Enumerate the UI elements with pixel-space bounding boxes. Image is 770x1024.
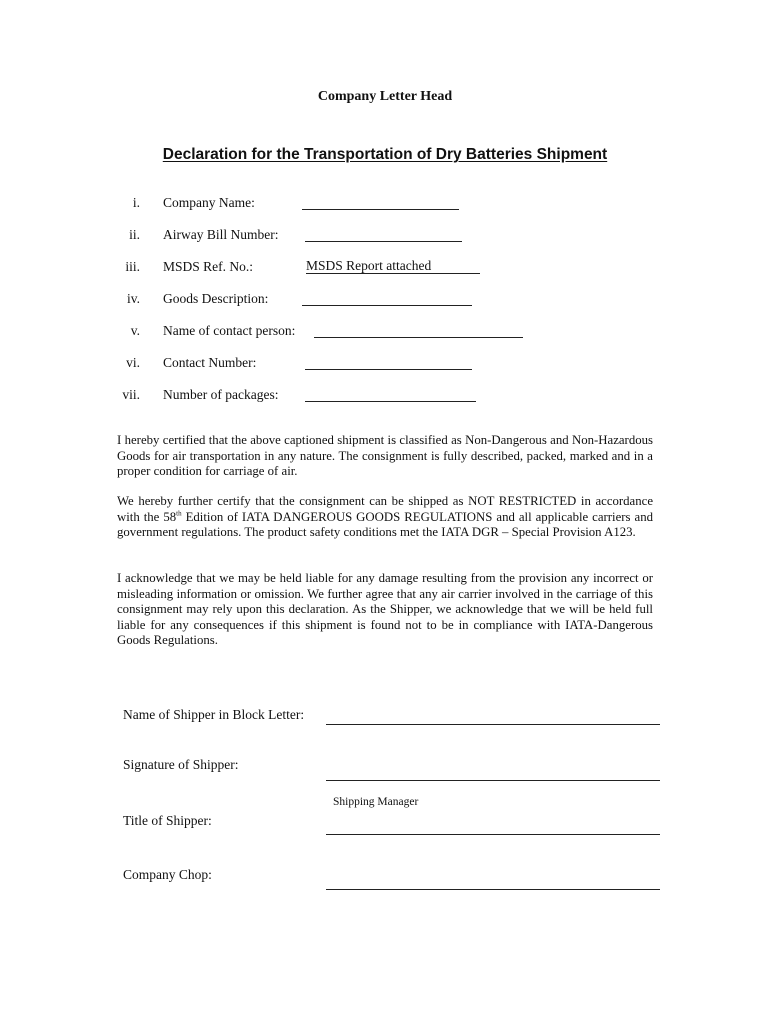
goods-description-blank[interactable] <box>302 305 472 306</box>
shipper-title-line[interactable] <box>326 834 660 835</box>
field-airway-bill <box>0 227 770 247</box>
document-title-text: Declaration for the Transportation of Dry Batteries Shipment <box>162 146 608 163</box>
item-number: vi. <box>126 355 140 370</box>
shipper-name-label: Name of Shipper in Block Letter: <box>123 707 305 722</box>
field-company-name <box>0 195 770 215</box>
item-number: iv. <box>127 291 140 306</box>
field-label: Airway Bill Number: <box>163 227 279 242</box>
classification-paragraph: I hereby certified that the above captioned shipment is classified as Non-Dangerous and Non-Hazardous Goods for air transportation in any nature. The consignment is fully described, packed, marked and in a proper condition for carriage of air. <box>117 433 653 479</box>
field-msds-ref <box>0 259 770 279</box>
field-number-of-packages <box>0 387 770 407</box>
field-label: Contact Number: <box>163 355 257 370</box>
number-of-packages-blank[interactable] <box>305 401 476 402</box>
field-goods-description <box>0 291 770 311</box>
letter-head: Company Letter Head <box>317 89 453 104</box>
company-name-blank[interactable] <box>302 209 459 210</box>
field-label: Goods Description: <box>163 291 269 306</box>
certification-text-part1: We hereby further certify that the consignment can be shipped as NOT RESTRICTED in accordance with the 58 <box>117 494 653 524</box>
item-number: i. <box>132 195 140 210</box>
ordinal-suffix: th <box>176 509 182 518</box>
shipper-title-label: Title of Shipper: <box>123 813 212 828</box>
document-title <box>0 146 770 164</box>
shipper-name-line[interactable] <box>326 724 660 725</box>
contact-person-blank[interactable] <box>314 337 523 338</box>
liability-paragraph: I acknowledge that we may be held liable for any damage resulting from the provision any incorrect or misleading information or omission. We further agree that any air carrier involved in the carriage of this consignment may rely upon this declaration. As the Shipper, we acknowledge that we will be held full liable for any consequences if this shipment is found not to be in compliance with IATA-Dangerous Goods Regulations. <box>117 571 653 648</box>
field-label: Number of packages: <box>163 387 279 402</box>
company-chop-line[interactable] <box>326 889 660 890</box>
contact-number-blank[interactable] <box>305 369 472 370</box>
shipper-signature-line[interactable] <box>326 780 660 781</box>
item-number: ii. <box>129 227 140 242</box>
field-label: Name of contact person: <box>163 323 296 338</box>
field-label: Company Name: <box>163 195 255 210</box>
msds-ref-value: MSDS Report attached <box>306 259 480 274</box>
field-contact-person <box>0 323 770 343</box>
airway-bill-blank[interactable] <box>305 241 462 242</box>
certification-text-part2: Edition of IATA DANGEROUS GOODS REGULATIONS and all applicable carriers and government regulations. The product safety conditions met the IATA DGR – Special Provision A123. <box>117 509 653 540</box>
item-number: iii. <box>125 259 140 274</box>
shipper-signature-label: Signature of Shipper: <box>123 757 239 772</box>
field-contact-number <box>0 355 770 375</box>
item-number: v. <box>130 323 140 338</box>
field-label: MSDS Ref. No.: <box>163 259 254 274</box>
certification-paragraph <box>117 494 653 541</box>
shipper-title-value: Shipping Manager <box>333 796 419 808</box>
item-number: vii. <box>122 387 140 402</box>
company-chop-label: Company Chop: <box>123 867 212 882</box>
